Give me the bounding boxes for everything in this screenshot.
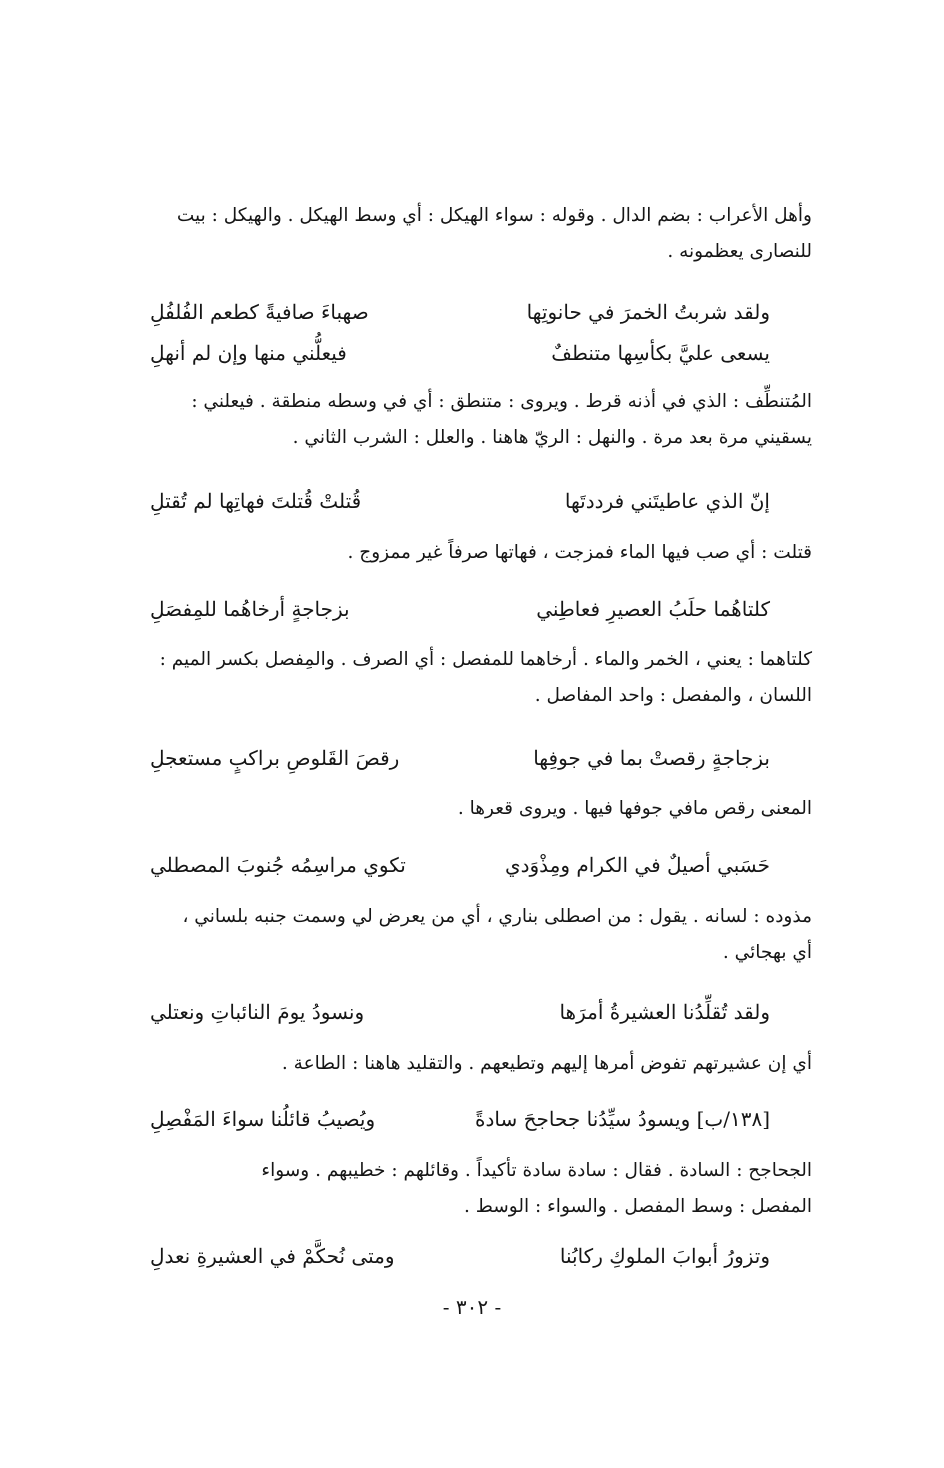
commentary-paragraph	[112, 535, 812, 571]
verse-second-hemistich: تكوي مراسِمُه جُنوبَ المصطلي	[150, 853, 406, 877]
verse-second-hemistich: ومتى نُحكَّمْ في العشيرةِ نعدلِ	[150, 1244, 395, 1268]
commentary-paragraph	[112, 1153, 812, 1225]
poem-verse	[150, 292, 770, 332]
commentary-paragraph	[112, 384, 812, 456]
text-line: المعنى رقص مافي جوفها فيها . ويروى قعرها .	[457, 798, 812, 819]
verse-second-hemistich: صهباءَ صافيةً كطعم الفُلفُلِ	[150, 300, 369, 324]
verse-second-hemistich: ونسودُ يومَ النائباتِ ونعتلي	[150, 1000, 365, 1024]
verse-first-hemistich: بزجاجةٍ رقصتْ بما في جوفِها	[533, 746, 770, 770]
poem-verse	[150, 1099, 770, 1139]
poem-verse	[150, 333, 770, 373]
text-line: قتلت : أي صب فيها الماء فمزجت ، فهاتها صرفاً غير ممزوج .	[347, 542, 812, 563]
verse-second-hemistich: فيعلُّني منها وإن لم أنهلِ	[150, 341, 347, 365]
commentary-paragraph	[112, 1046, 812, 1082]
poem-verse	[150, 992, 770, 1032]
poem-verse	[150, 738, 770, 778]
verse-first-hemistich: ولقد تُقلِّدُنا العشيرةُ أمرَها	[559, 1000, 770, 1024]
verse-second-hemistich: رقصَ القَلوصِ براكبٍ مستعجلِ	[150, 746, 400, 770]
text-line: اللسان ، والمفصل : واحد المفاصل .	[534, 685, 812, 706]
poem-verse	[150, 589, 770, 629]
text-line: للنصارى يعظمونه .	[667, 241, 812, 262]
poem-verse	[150, 845, 770, 885]
text-line: مذوده : لسانه . يقول : من اصطلى بناري ، أي من يعرض لي وسمت جنبه بلساني ،	[182, 906, 812, 927]
text-line: أي بهجائي .	[722, 942, 812, 963]
commentary-paragraph	[112, 899, 812, 971]
text-line: المفصل : وسط المفصل . والسواء : الوسط .	[463, 1196, 812, 1217]
verse-first-hemistich: يسعى عليَّ بكأسِها متنطفٌ	[551, 341, 770, 365]
verse-second-hemistich: ويُصيبُ قائلُنا سواءَ المَفْصِلِ	[150, 1107, 376, 1131]
verse-first-hemistich: وتزورُ أبوابَ الملوكِ ركابُنا	[559, 1244, 770, 1268]
text-line: الجحاجح : السادة . فقال : سادة سادة تأكيداً . وقائلهم : خطيبهم . وسواء	[261, 1160, 812, 1181]
verse-second-hemistich: بزجاجةٍ أرخاهُما للمِفصَلِ	[150, 597, 350, 621]
verse-first-hemistich: ولقد شربتُ الخمرَ في حانوتِها	[526, 300, 770, 324]
text-line: المُتنطِّف : الذي في أذنه قرط . ويروى : متنطق : أي في وسطه منطقة . فيعلني :	[191, 391, 812, 412]
text-line: وأهل الأعراب : بضم الدال . وقوله : سواء الهيكل : أي وسط الهيكل . والهيكل : بيت	[176, 205, 812, 226]
poem-verse	[150, 481, 770, 521]
text-line: أي إن عشيرتهم تفوض أمرها إليهم وتطيعهم . والتقليد هاهنا : الطاعة .	[281, 1053, 812, 1074]
commentary-paragraph	[112, 642, 812, 714]
commentary-paragraph	[112, 791, 812, 827]
verse-first-hemistich: إنّ الذي عاطيتَني فرددتَها	[564, 489, 770, 513]
verse-first-hemistich: [١٣٨/ب] ويسودُ سيِّدُنا جحاجحَ سادةً	[475, 1107, 770, 1131]
verse-first-hemistich: كلتاهُما حلَبُ العصيرِ فعاطِني	[536, 597, 770, 621]
commentary-paragraph	[112, 198, 812, 270]
poem-verse	[150, 1236, 770, 1276]
verse-second-hemistich: قُتلتْ قُتلتَ فهاتِها لم تُقتلِ	[150, 489, 362, 513]
page-number: - ٣٠٢ -	[442, 1295, 502, 1319]
text-line: كلتاهما : يعني ، الخمر والماء . أرخاهما للمفصل : أي الصرف . والمِفصل بكسر الميم :	[159, 649, 812, 670]
text-line: يسقيني مرة بعد مرة . والنهل : الريّ هاهنا . والعلل : الشرب الثاني .	[292, 427, 812, 448]
verse-first-hemistich: حَسَبي أصيلٌ في الكرام ومِذْوَدي	[504, 853, 770, 877]
